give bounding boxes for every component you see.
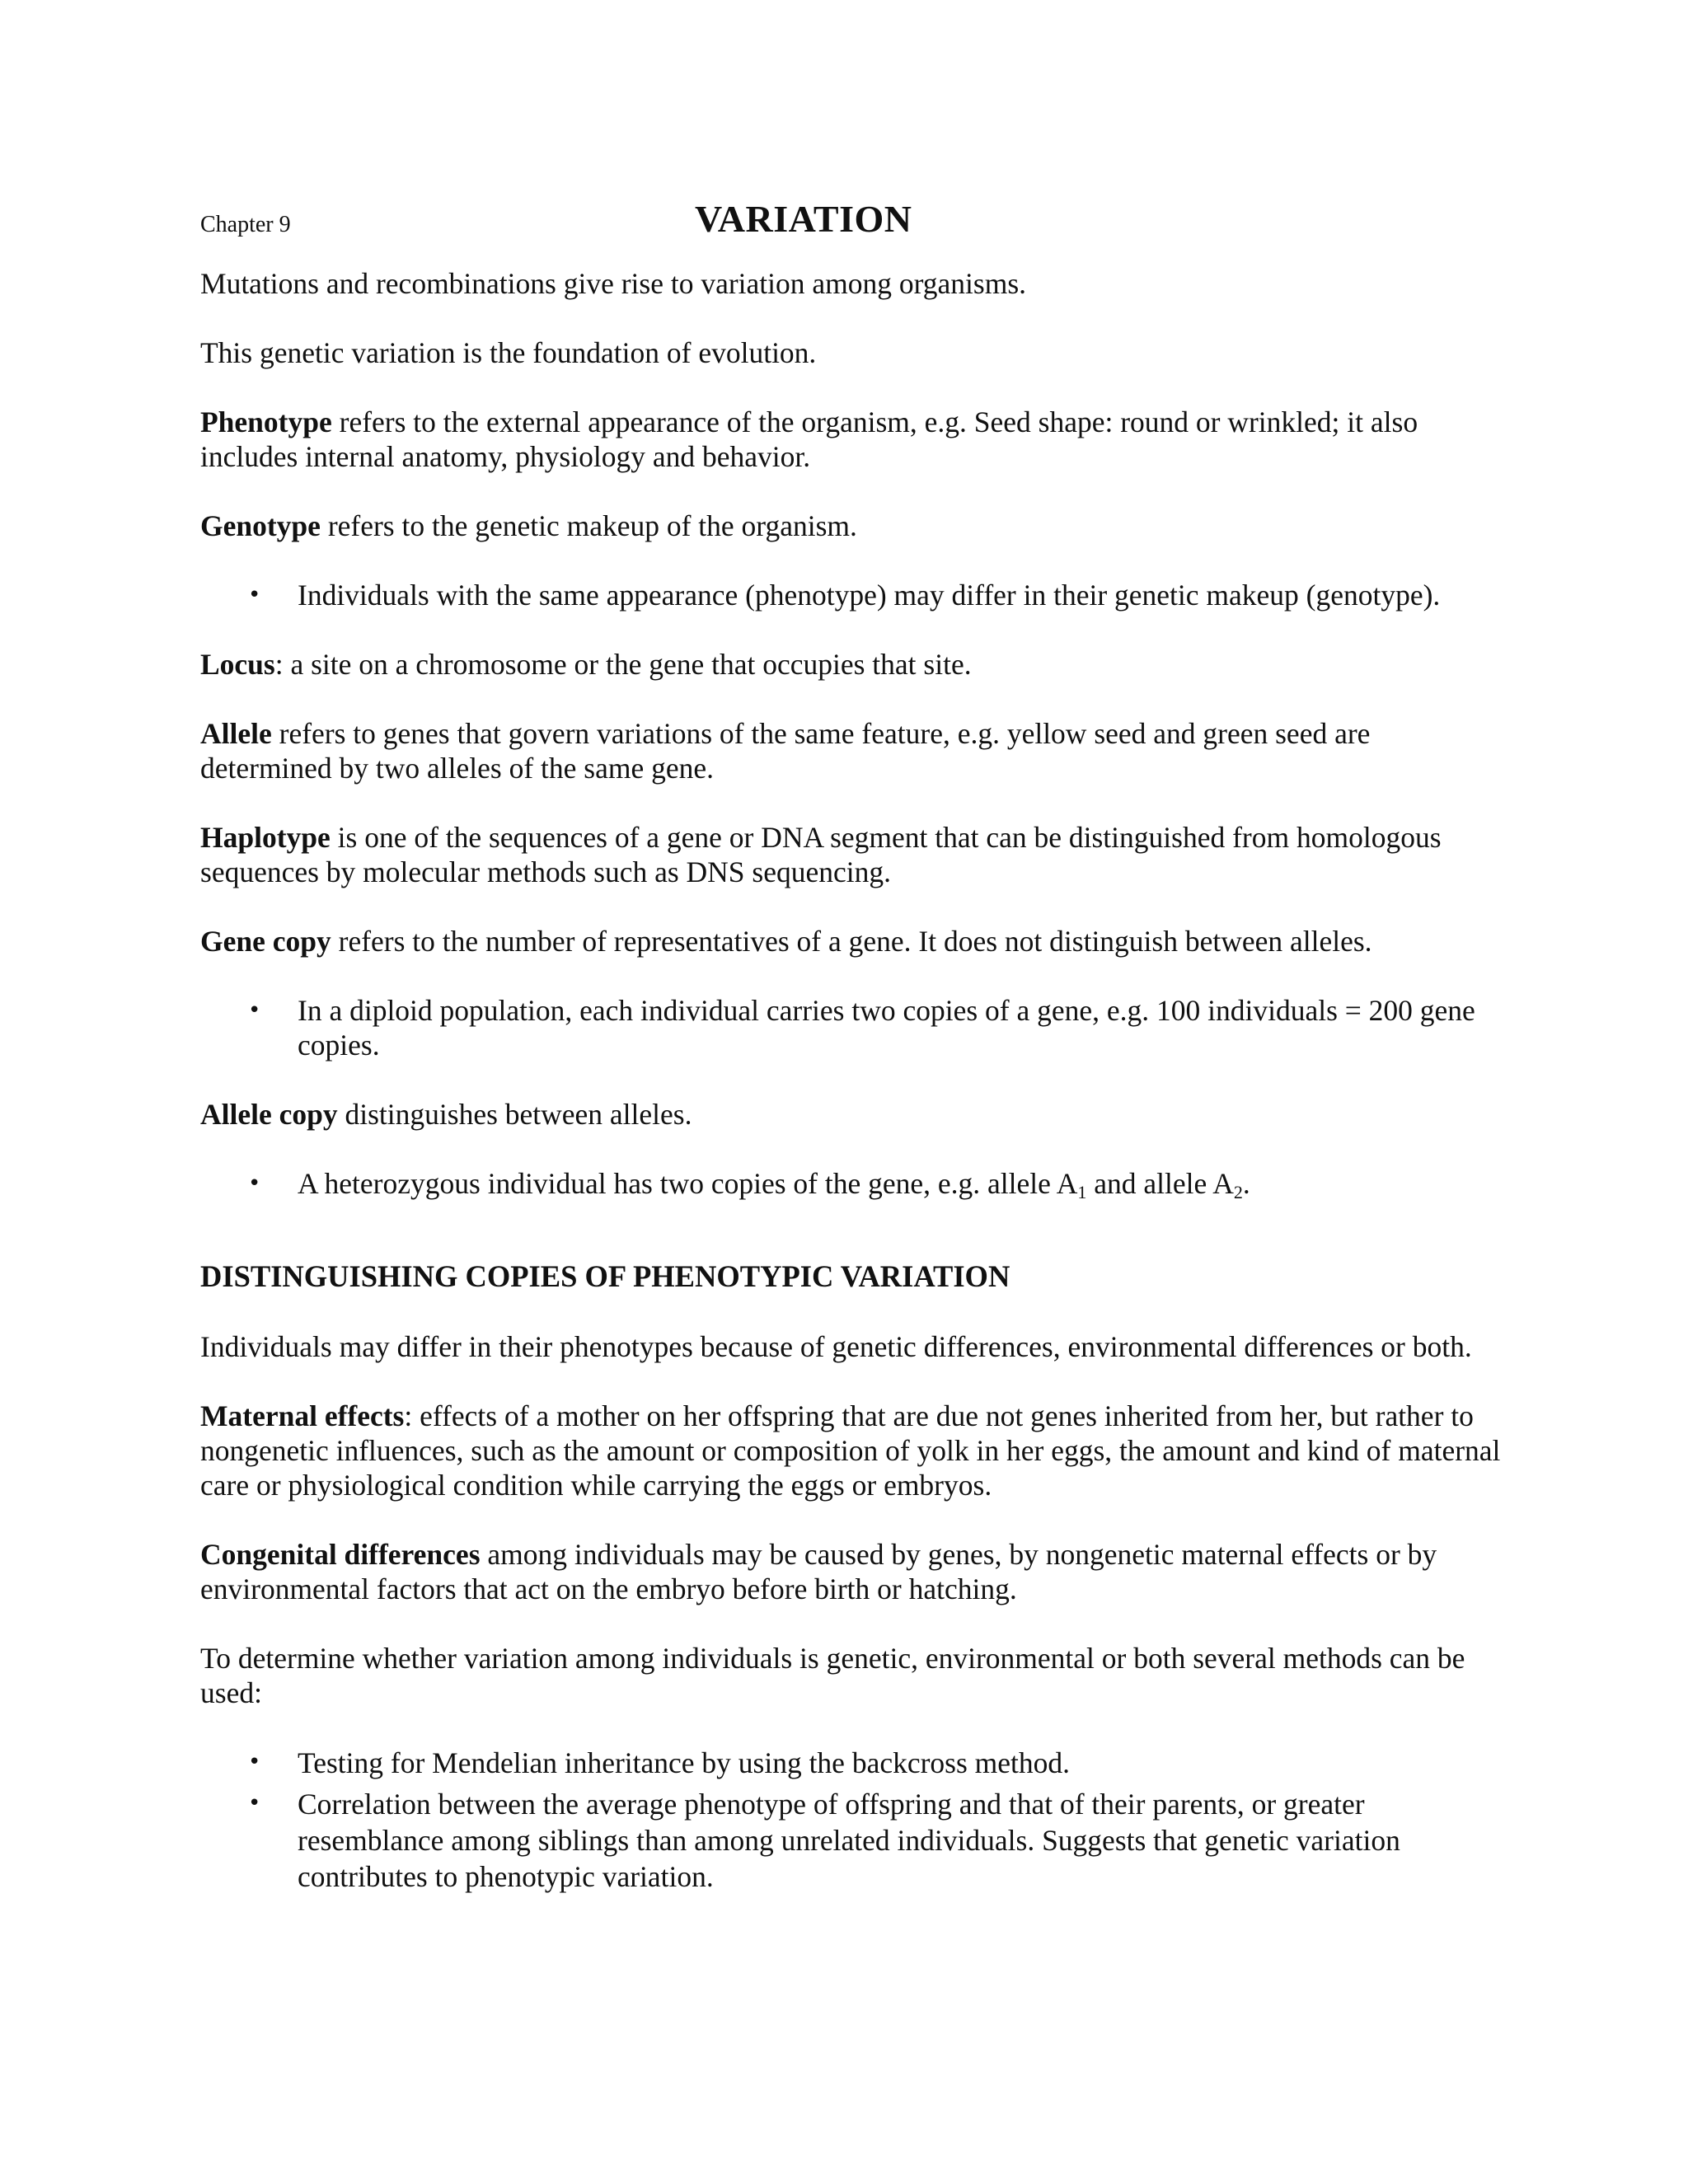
- list-item: [200, 1166, 1503, 1201]
- list-item-text: Individuals with the same appearance (phenotype) may differ in their genetic makeup (genotype).: [298, 579, 1441, 612]
- text-fragment: .: [1242, 1167, 1250, 1200]
- maternal-effects-term: Maternal effects: [200, 1399, 405, 1432]
- gene-copy-bullet-list: [200, 993, 1503, 1062]
- allele-copy-text: distinguishes between alleles.: [337, 1098, 692, 1131]
- allele-term: Allele: [200, 717, 272, 750]
- congenital-differences-definition: [200, 1537, 1503, 1606]
- allele-definition: [200, 716, 1503, 785]
- allele-copy-definition: [200, 1097, 1503, 1132]
- intro-paragraph-2: This genetic variation is the foundation of evolution.: [200, 336, 817, 369]
- bullet-icon: •: [248, 998, 261, 1023]
- bullet-icon: •: [248, 1750, 261, 1774]
- maternal-effects-definition: [200, 1399, 1503, 1502]
- section-heading: DISTINGUISHING COPIES OF PHENOTYPIC VARIATION: [200, 1259, 1010, 1293]
- congenital-differences-text: among individuals may be caused by genes, by nongenetic maternal effects or by environmental factors that act on the embryo before birth or hatching.: [200, 1538, 1437, 1605]
- bullet-icon: •: [248, 1171, 261, 1196]
- text-fragment: and allele A: [1086, 1167, 1234, 1200]
- list-item: [200, 578, 1503, 612]
- allele-text: refers to genes that govern variations of the same feature, e.g. yellow seed and green seed are determined by two alleles of the same gene.: [200, 717, 1371, 785]
- allele-copy-term: Allele copy: [200, 1098, 338, 1131]
- gene-copy-term: Gene copy: [200, 925, 331, 958]
- chapter-header: [200, 196, 1503, 246]
- congenital-differences-term: Congenital differences: [200, 1538, 481, 1571]
- list-item: [200, 1786, 1503, 1895]
- list-item-text: Testing for Mendelian inheritance by using the backcross method.: [298, 1746, 1071, 1779]
- bullet-icon: •: [248, 1791, 261, 1816]
- methods-intro: To determine whether variation among individuals is genetic, environmental or both several methods can be used:: [200, 1642, 1465, 1709]
- allele-copy-bullet-list: [200, 1166, 1503, 1201]
- list-item-text: [298, 1167, 1250, 1200]
- haplotype-term: Haplotype: [200, 821, 331, 854]
- phenotype-definition: [200, 405, 1503, 474]
- phenotype-text: refers to the external appearance of the organism, e.g. Seed shape: round or wrinkled; it also includes internal anatomy, physiology and behavior.: [200, 405, 1418, 473]
- haplotype-definition: [200, 820, 1503, 889]
- locus-definition: [200, 647, 1503, 682]
- section-paragraph-1: Individuals may differ in their phenotypes because of genetic differences, environmental differences or both.: [200, 1330, 1472, 1363]
- list-item-text: In a diploid population, each individual carries two copies of a gene, e.g. 100 individuals = 200 gene copies.: [298, 994, 1475, 1062]
- list-item: [200, 1745, 1503, 1781]
- methods-bullet-list: [200, 1745, 1503, 1895]
- genotype-term: Genotype: [200, 509, 321, 542]
- genotype-text: refers to the genetic makeup of the organism.: [320, 509, 857, 542]
- bullet-icon: •: [248, 583, 261, 607]
- subscript: 2: [1233, 1182, 1243, 1202]
- subscript: 1: [1077, 1182, 1087, 1202]
- genotype-definition: [200, 509, 1503, 543]
- chapter-title: VARIATION: [695, 198, 912, 240]
- phenotype-term: Phenotype: [200, 405, 332, 438]
- text-fragment: A heterozygous individual has two copies of the gene, e.g. allele A: [298, 1167, 1078, 1200]
- list-item-text: Correlation between the average phenotype of offspring and that of their parents, or greater resemblance among siblings than among unrelated individuals. Suggests that genetic variation contributes to phenotypic variation.: [298, 1788, 1400, 1893]
- maternal-effects-text: : effects of a mother on her offspring that are due not genes inherited from her, but rather to nongenetic influences, such as the amount or composition of yolk in her eggs, the amount and kind of maternal care or physiological condition while carrying the eggs or embryos.: [200, 1399, 1501, 1502]
- haplotype-text: is one of the sequences of a gene or DNA segment that can be distinguished from homologous sequences by molecular methods such as DNS sequencing.: [200, 821, 1442, 888]
- gene-copy-definition: [200, 924, 1503, 958]
- page-content: [200, 196, 1503, 1929]
- locus-text: : a site on a chromosome or the gene that occupies that site.: [274, 648, 972, 681]
- genotype-bullet-list: [200, 578, 1503, 612]
- gene-copy-text: refers to the number of representatives of a gene. It does not distinguish between alleles.: [331, 925, 1372, 958]
- list-item: [200, 993, 1503, 1062]
- intro-paragraph-1: Mutations and recombinations give rise to variation among organisms.: [200, 267, 1027, 300]
- locus-term: Locus: [200, 648, 275, 681]
- chapter-label: Chapter 9: [200, 212, 291, 237]
